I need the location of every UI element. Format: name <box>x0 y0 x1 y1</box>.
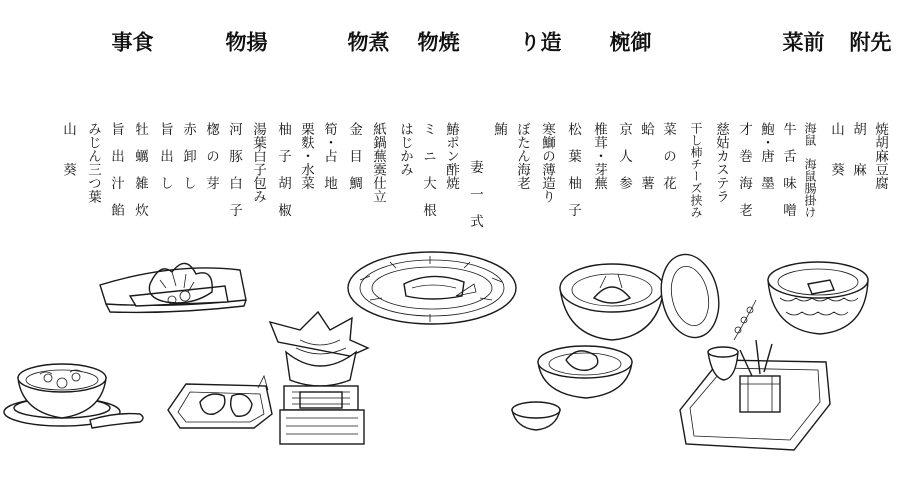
dish-item: 紙鍋蕪霙仕立 <box>370 122 386 203</box>
agemono-plate-illustration <box>168 376 272 428</box>
dish-item: 慈姑カステラ <box>713 122 729 203</box>
heading-nimono: 煮物 <box>345 31 391 107</box>
tempura-plate-illustration <box>100 263 246 312</box>
dish-item: ぼたん海老 <box>514 122 530 190</box>
owan-bowl-illustration <box>560 250 726 343</box>
heading-agemono: 揚物 <box>223 31 269 107</box>
dish-item: 鮪 <box>491 122 507 136</box>
dish-item: 楤 の 芽 <box>203 122 219 190</box>
dish-item: 牡 蠣 雑 炊 <box>132 122 148 217</box>
dish-item: 栗麩・水菜 <box>298 122 314 190</box>
dish-item: 干し柿チーズ挟み <box>689 122 703 218</box>
dish-item: はじかみ <box>397 122 413 176</box>
dish-item: 胡 麻 <box>850 122 866 176</box>
dish-item: みじん三つ葉 <box>85 122 101 203</box>
zosui-bowl-illustration <box>4 364 143 428</box>
dish-item: 河 豚 白 子 <box>226 122 242 217</box>
yakimono-plate-illustration <box>348 252 516 324</box>
dish-item: 赤 卸 し <box>180 122 196 190</box>
dish-item: 椎茸・芽蕪 <box>591 122 607 190</box>
dish-item: 菜 の 花 <box>660 122 676 190</box>
dish-item: 柚 子 胡 椒 <box>275 122 291 217</box>
dish-item: 才 巻 海 老 <box>736 122 752 217</box>
dish-illustrations <box>0 250 900 480</box>
heading-saki: 先附 <box>847 31 893 107</box>
heading-owan: 御椀 <box>607 31 653 107</box>
heading-tsukuri: 造り <box>517 31 563 107</box>
small-bowl-illustration <box>512 346 632 430</box>
dish-item: 海鼠 海鼠腸掛け <box>803 122 817 218</box>
dish-item: 筍・占 地 <box>321 122 337 190</box>
heading-yakimono: 焼物 <box>415 31 461 107</box>
dish-item: 金 目 鯛 <box>346 122 362 190</box>
dish-item: 焼胡麻豆腐 <box>872 122 888 190</box>
dish-item: 妻 一 式 <box>467 160 483 228</box>
dish-item: 鰆ポン酢焼 <box>443 122 459 190</box>
sakizuke-bowl-illustration <box>768 262 868 334</box>
dish-item: 松 葉 柚 子 <box>565 122 581 217</box>
dish-item: 旨 出 汁 餡 <box>108 122 124 217</box>
dish-item: 蛤 薯 <box>638 122 654 190</box>
dish-item: 鮑・唐 墨 <box>758 122 774 190</box>
dish-item: 寒鰤の薄造り <box>539 122 555 203</box>
dish-item: 牛 舌 味 噌 <box>780 122 796 217</box>
dish-item: 山 葵 <box>60 122 76 176</box>
dish-item: 京 人 参 <box>616 122 632 190</box>
heading-zensai: 前菜 <box>780 31 826 107</box>
dish-item: ミ ニ 大 根 <box>420 122 436 217</box>
dish-item: 湯葉白子包み <box>250 122 266 203</box>
paper-nabe-illustration <box>270 312 368 444</box>
dish-item: 旨 出 し <box>157 122 173 190</box>
dish-item: 山 葵 <box>828 122 844 176</box>
heading-shokuji: 食事 <box>109 31 155 107</box>
